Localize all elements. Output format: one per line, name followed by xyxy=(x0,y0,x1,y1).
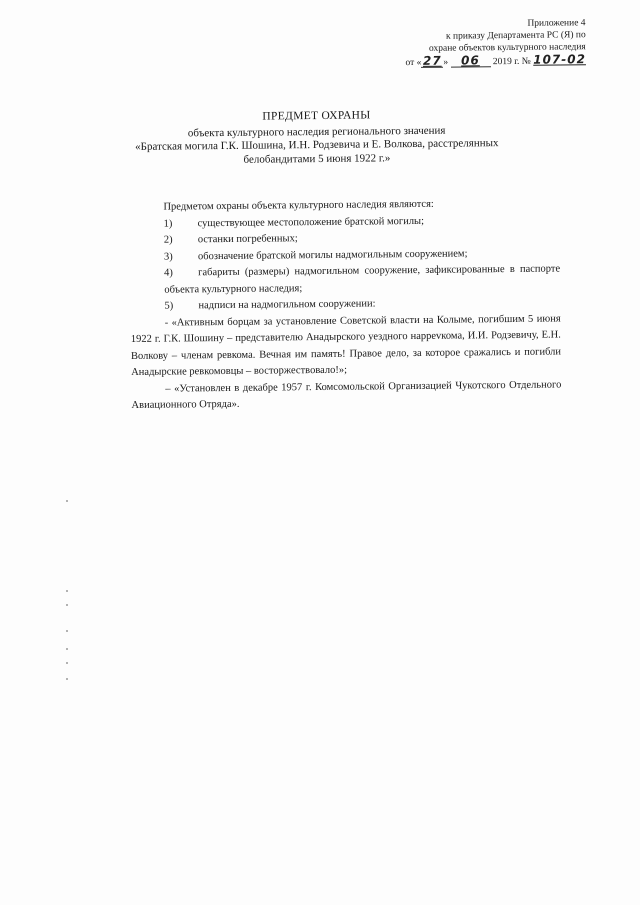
intro-paragraph: Предметом охраны объекта культурного наследия являются: xyxy=(163,198,434,213)
title-main: ПРЕДМЕТ ОХРАНЫ xyxy=(262,109,371,123)
year-text: 2019 г. № xyxy=(492,56,531,68)
title-line-2: «Братская могила Г.К. Шошина, И.Н. Родзевича и Е. Волкова, расстрелянных xyxy=(135,137,499,153)
scan-speck xyxy=(66,678,68,680)
list-item-text: существующее местоположение братской могилы; xyxy=(197,215,425,229)
handwritten-order-number: 107-02 xyxy=(533,52,586,67)
date-prefix: от « xyxy=(405,57,422,69)
inscription-2: – «Установлен в декабре 1957 г. Комсомольской Организацией Чукотского Отдельного Авиационного Отряда». xyxy=(131,378,562,411)
list-item-number: 5) xyxy=(164,300,174,312)
title-line-3: белобандитами 5 июня 1922 г.» xyxy=(243,151,391,166)
list-item-number: 1) xyxy=(163,218,173,230)
scan-speck xyxy=(66,630,68,632)
title-line-1: объекта культурного наследия регионального значения xyxy=(187,124,446,139)
handwritten-month: 06 xyxy=(450,54,490,67)
date-mid: » xyxy=(443,57,449,68)
scan-speck xyxy=(66,648,68,650)
list-item-text: надписи на надмогильном сооружении: xyxy=(198,298,376,312)
list-item-number: 4) xyxy=(164,267,173,279)
appendix-label: Приложение 4 xyxy=(527,18,586,29)
scan-speck xyxy=(66,604,68,606)
scan-speck xyxy=(66,500,68,502)
list-item-text: останки погребенных; xyxy=(197,233,298,246)
inscription-1: - «Активным борцам за установление Советской власти на Колыме, погибшим 5 июня 1922 г. Г.К. Шошину – представителю Анадырского уездного наррevкома, И.И. Родзевичу, Е.Н. Волкову – членам ревкома. Вечная им память! Правое дело, за которое сражались и погибли Анадырские ревкомовцы – восторжествовало!»; xyxy=(130,312,562,378)
appendix-header xyxy=(375,17,586,69)
list-item-number: 2) xyxy=(163,234,173,246)
list-item-text: обозначение братской могилы надмогильным сооружением; xyxy=(197,247,468,262)
handwritten-day: 27 xyxy=(422,53,442,68)
scan-speck xyxy=(66,590,68,592)
department-name: охране объектов культурного наследия xyxy=(428,42,586,54)
list-item xyxy=(130,261,560,299)
list-item-text: габариты (размеры) надмогильном сооружение, зафиксированные в паспорте объекта культурного наследия; xyxy=(164,263,561,296)
list-item-number: 3) xyxy=(163,251,173,263)
order-date-number xyxy=(376,53,586,69)
scan-speck xyxy=(66,662,68,664)
order-reference: к приказу Департамента РС (Я) по xyxy=(445,30,586,42)
document-body xyxy=(129,195,561,414)
document-title xyxy=(116,108,517,168)
